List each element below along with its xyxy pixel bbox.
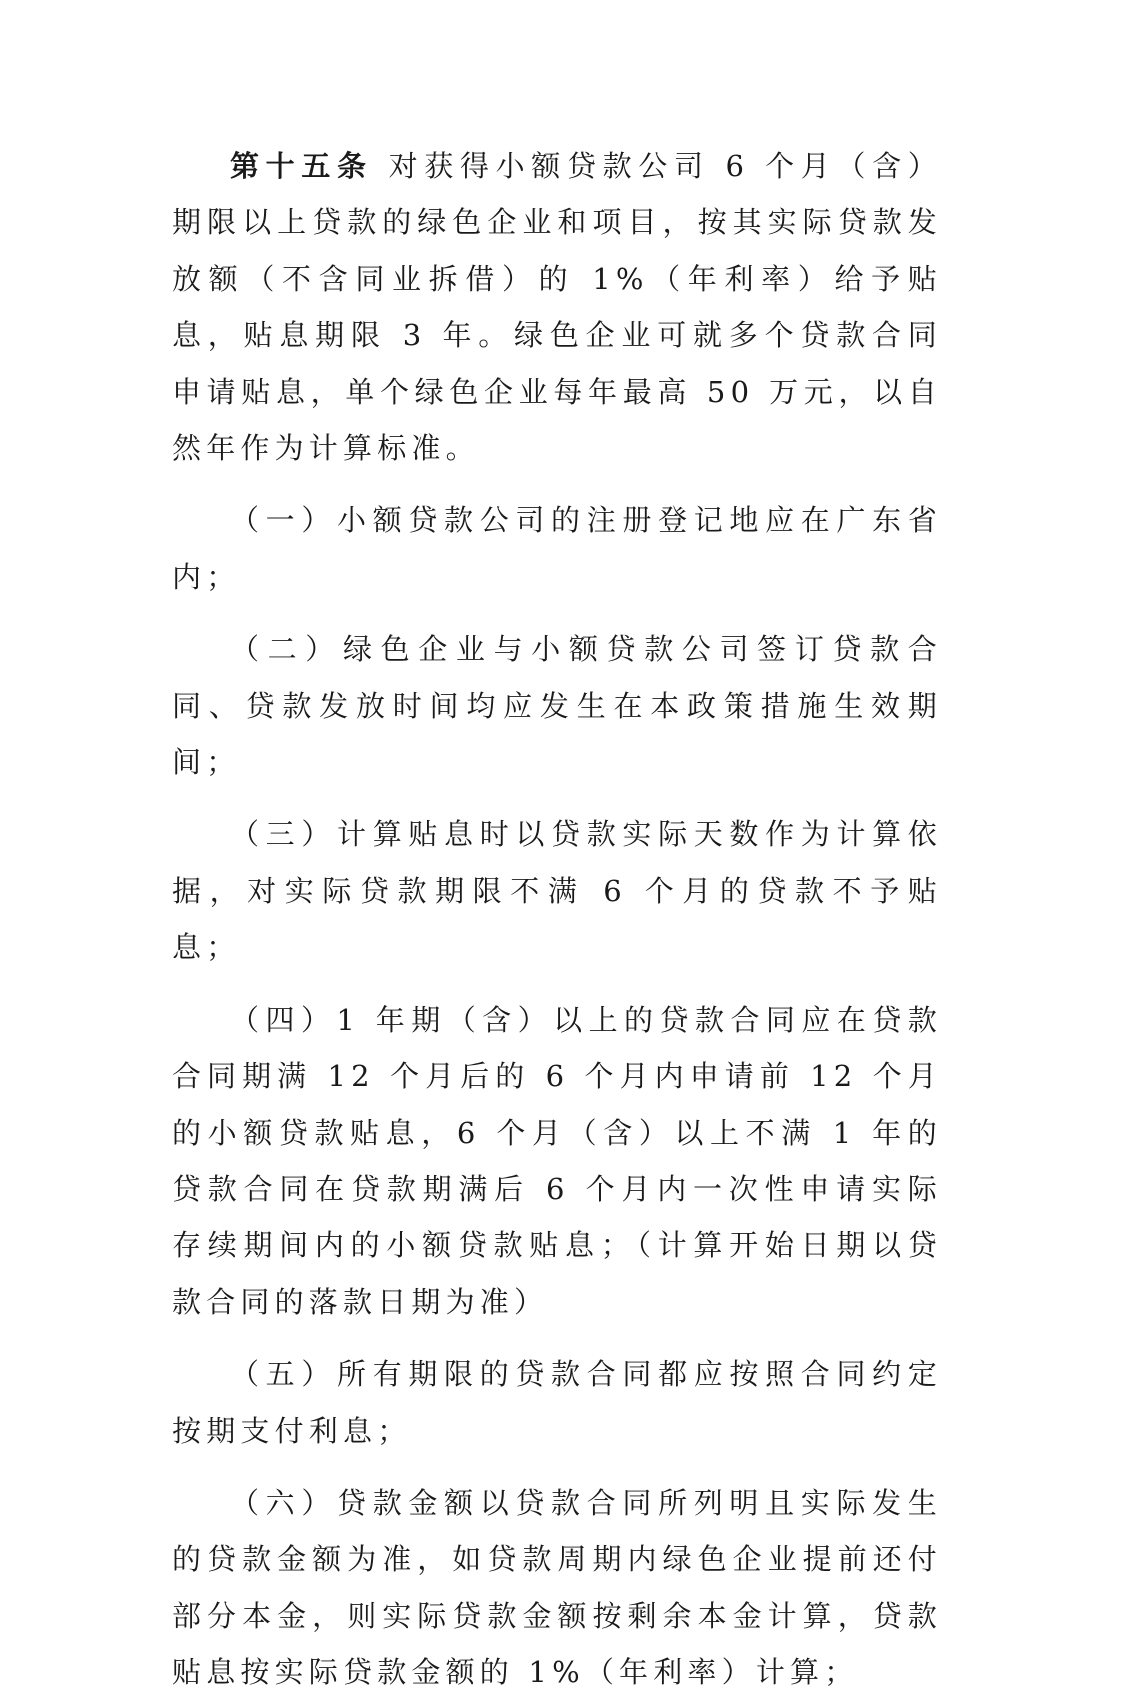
list-item-4: （四）1 年期（含）以上的贷款合同应在贷款合同期满 12 个月后的 6 个月内申请前 12 个月的小额贷款贴息，6 个月（含）以上不满 1 年的贷款合同在贷款期满后 6 个月内一次性申请实际存续期间内的小额贷款贴息；（计算开始日期以贷款合同的落款日期为准） <box>172 1002 942 1319</box>
list-item-3: （三）计算贴息时以贷款实际天数作为计算依据，对实际贷款期限不满 6 个月的贷款不予贴息； <box>172 817 942 965</box>
document-body <box>172 138 942 1701</box>
list-item-5: （五）所有期限的贷款合同都应按照合同约定按期支付利息； <box>172 1357 942 1448</box>
list-item-2: （二）绿色企业与小额贷款公司签订贷款合同、贷款发放时间均应发生在本政策措施生效期间； <box>172 632 942 780</box>
article-body: 对获得小额贷款公司 6 个月（含）期限以上贷款的绿色企业和项目，按其实际贷款发放额（不含同业拆借）的 1%（年利率）给予贴息，贴息期限 3 年。绿色企业可就多个贷款合同申请贴息，单个绿色企业每年最高 50 万元，以自然年作为计算标准。 <box>172 149 942 466</box>
list-item-1: （一）小额贷款公司的注册登记地应在广东省内； <box>172 503 942 594</box>
article-heading: 第十五条 <box>230 149 373 183</box>
list-item-6: （六）贷款金额以贷款合同所列明且实际发生的贷款金额为准，如贷款周期内绿色企业提前还付部分本金，则实际贷款金额按剩余本金计算，贷款贴息按实际贷款金额的 1%（年利率）计算； <box>172 1485 942 1690</box>
article-15-paragraph <box>172 138 942 476</box>
